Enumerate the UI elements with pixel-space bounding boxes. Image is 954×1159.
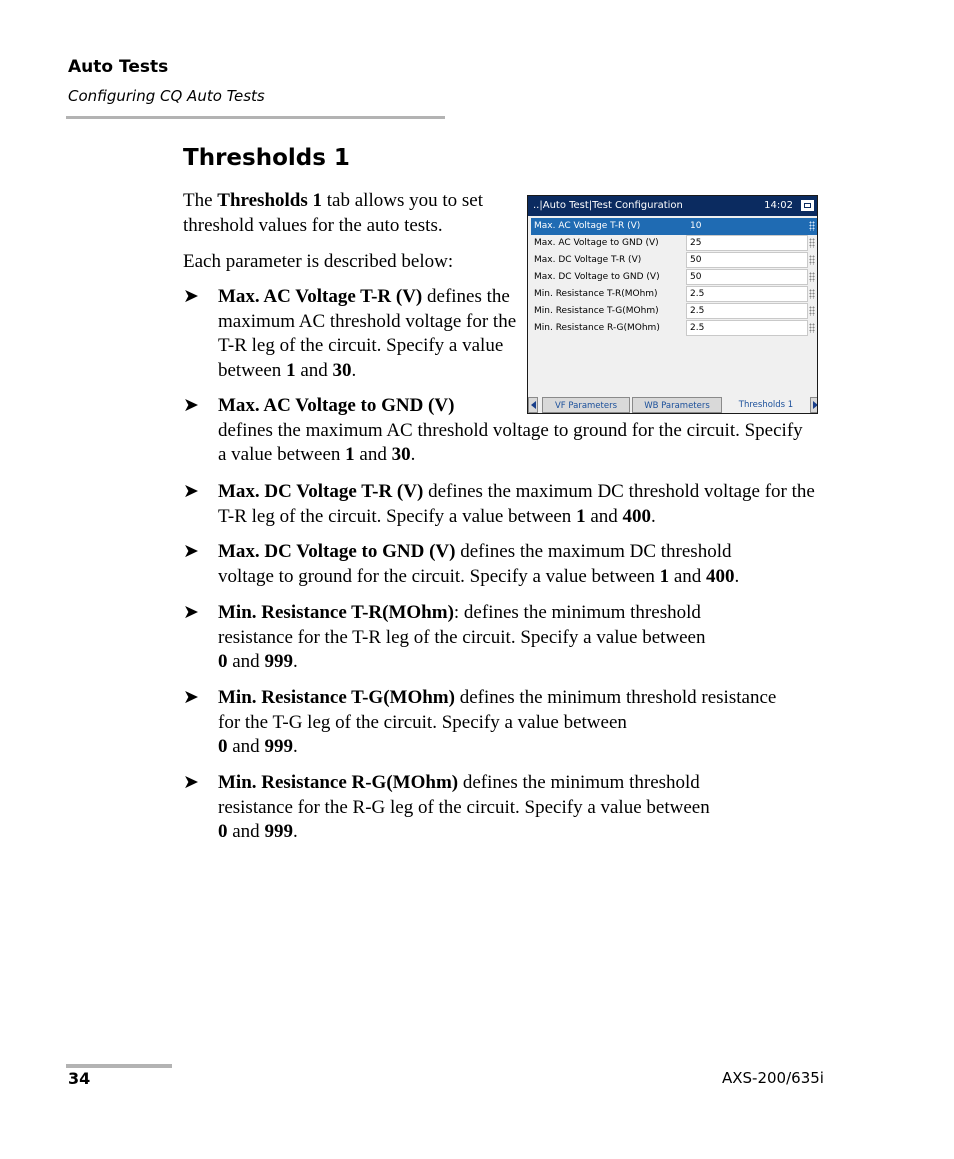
bullet-text: Min. Resistance T-G(MOhm) defines the minimum threshold resistance for the T-G leg of the circuit. Specify a value between 0 and 999. xyxy=(218,687,777,757)
screenshot-titlebar xyxy=(528,196,817,216)
threshold-row-res-tg[interactable] xyxy=(531,303,817,320)
row-label: Min. Resistance R-G(MOhm) xyxy=(534,323,660,333)
row-label: Max. DC Voltage T-R (V) xyxy=(534,255,642,265)
row-value-field[interactable]: 25 xyxy=(686,235,808,251)
tab-thresholds-1[interactable]: Thresholds 1 xyxy=(724,397,808,413)
drag-grip-icon xyxy=(809,289,815,299)
screenshot-title: ..|Auto Test|Test Configuration xyxy=(533,200,683,211)
intro-post: tab allows you to set threshold values for the auto tests. xyxy=(183,190,483,236)
header-divider xyxy=(66,116,445,119)
drag-grip-icon xyxy=(809,255,815,265)
threshold-row-dc-tr[interactable] xyxy=(531,252,817,269)
drag-grip-icon xyxy=(809,221,815,231)
drag-grip-icon xyxy=(809,238,815,248)
arrow-icon: ➤ xyxy=(183,541,199,562)
keyboard-icon[interactable] xyxy=(801,200,814,211)
arrow-icon: ➤ xyxy=(183,286,199,307)
row-value-field[interactable]: 50 xyxy=(686,269,808,285)
bullet-text: Max. AC Voltage T-R (V) defines the maximum AC threshold voltage for the T-R leg of the circuit. Specify a value between 1 and 30. xyxy=(218,286,517,381)
scroll-right-icon[interactable] xyxy=(810,397,818,413)
tab-wb-parameters[interactable]: WB Parameters xyxy=(632,397,722,413)
bullet-text: Max. AC Voltage to GND (V) defines the maximum AC threshold voltage to ground for the circuit. Specify a value between 1 and 30. xyxy=(218,395,803,465)
page-heading: Thresholds 1 xyxy=(183,145,350,171)
product-name: AXS-200/635i xyxy=(722,1069,824,1087)
arrow-icon: ➤ xyxy=(183,687,199,708)
footer-divider xyxy=(66,1064,172,1068)
threshold-row-res-rg[interactable] xyxy=(531,320,817,337)
intro-pre: The xyxy=(183,190,218,211)
bullet-text: Min. Resistance T-R(MOhm): defines the minimum threshold resistance for the T-R leg of the circuit. Specify a value between 0 and 999. xyxy=(218,602,706,672)
scroll-left-icon[interactable] xyxy=(528,397,538,413)
arrow-icon: ➤ xyxy=(183,481,199,502)
screenshot-clock: 14:02 xyxy=(764,200,793,211)
intro-paragraph-2: Each parameter is described below: xyxy=(183,251,454,272)
intro-bold: Thresholds 1 xyxy=(217,190,323,211)
drag-grip-icon xyxy=(809,272,815,282)
row-label: Min. Resistance T-G(MOhm) xyxy=(534,306,659,316)
row-value-field[interactable]: 2.5 xyxy=(686,320,808,336)
drag-grip-icon xyxy=(809,306,815,316)
row-label: Min. Resistance T-R(MOhm) xyxy=(534,289,658,299)
tab-vf-parameters[interactable]: VF Parameters xyxy=(542,397,630,413)
row-label: Max. DC Voltage to GND (V) xyxy=(534,272,660,282)
row-value-field[interactable]: 50 xyxy=(686,252,808,268)
threshold-row-ac-tr[interactable] xyxy=(531,218,817,235)
bullet-text: Min. Resistance R-G(MOhm) defines the minimum threshold resistance for the R-G leg of the circuit. Specify a value between 0 and 999. xyxy=(218,772,710,842)
screenshot-tabbar xyxy=(528,397,817,413)
threshold-row-res-tr[interactable] xyxy=(531,286,817,303)
row-value-field[interactable]: 2.5 xyxy=(686,286,808,302)
section-title: Configuring CQ Auto Tests xyxy=(68,87,265,105)
row-value-field[interactable]: 2.5 xyxy=(686,303,808,319)
row-label: Max. AC Voltage T-R (V) xyxy=(534,221,641,231)
bullet-text: Max. DC Voltage T-R (V) defines the maximum DC threshold voltage for the T-R leg of the circuit. Specify a value between 1 and 400. xyxy=(218,481,815,527)
threshold-row-ac-gnd[interactable] xyxy=(531,235,817,252)
threshold-row-dc-gnd[interactable] xyxy=(531,269,817,286)
drag-grip-icon xyxy=(809,323,815,333)
arrow-icon: ➤ xyxy=(183,395,199,416)
bullet-text: Max. DC Voltage to GND (V) defines the maximum DC threshold voltage to ground for the circuit. Specify a value between 1 and 400. xyxy=(218,541,740,587)
intro-paragraph xyxy=(183,188,519,238)
arrow-icon: ➤ xyxy=(183,602,199,623)
arrow-icon: ➤ xyxy=(183,772,199,793)
chapter-title: Auto Tests xyxy=(68,57,169,77)
row-value-field[interactable]: 10 xyxy=(686,218,808,234)
device-screenshot xyxy=(527,195,818,414)
page-number: 34 xyxy=(68,1069,91,1088)
row-label: Max. AC Voltage to GND (V) xyxy=(534,238,659,248)
